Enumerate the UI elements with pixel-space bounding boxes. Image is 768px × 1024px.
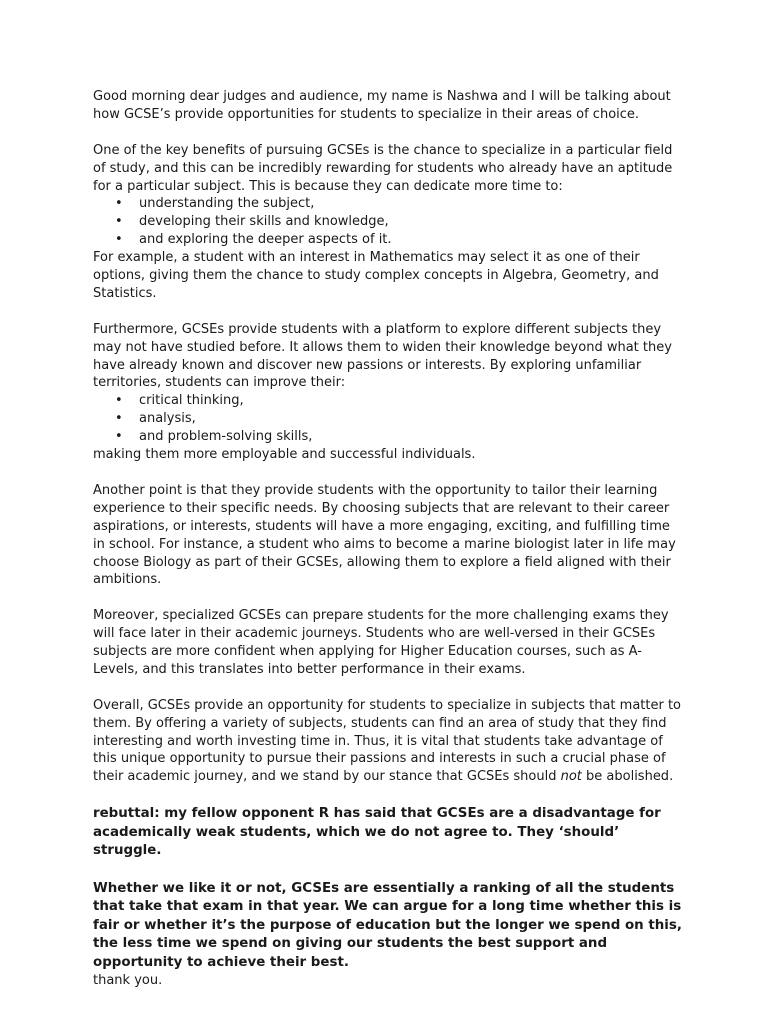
skills-list <box>93 392 683 446</box>
benefits-list <box>93 195 683 249</box>
list-item: • and problem-solving skills, <box>93 428 683 446</box>
emphasis-not: not <box>560 769 582 785</box>
overall-end: be abolished. <box>581 769 674 785</box>
rebuttal-paragraph: rebuttal: my fellow opponent R has said that GCSEs are a disadvantage for academically weak students, which we do not agree to. They ‘should’ struggle. <box>93 806 661 859</box>
list-item: • analysis, <box>93 410 683 428</box>
prepare-paragraph: Moreover, specialized GCSEs can prepare students for the more challenging exams they will face later in their academic journeys. Students who are well-versed in their GCSEs subjects are more confident when applying for Higher Education courses, such as A-Levels, and this translates into better performance in their exams. <box>93 608 669 677</box>
employable-line: making them more employable and successful individuals. <box>93 447 476 463</box>
example-paragraph: For example, a student with an interest in Mathematics may select it as one of their options, giving them the chance to study complex concepts in Algebra, Geometry, and Statistics. <box>93 250 659 301</box>
closing-paragraph: Whether we like it or not, GCSEs are essentially a ranking of all the students that take that exam in that year. We can argue for a long time whether this is fair or whether it’s the purpose of education but the longer we spend on this, the less time we spend on giving our students the best support and opportunity to achieve their best. <box>93 880 682 970</box>
intro-paragraph: Good morning dear judges and audience, my name is Nashwa and I will be talking about how GCSE’s provide opportunities for students to specialize in their areas of choice. <box>93 89 671 122</box>
list-item: • critical thinking, <box>93 392 683 410</box>
thanks-line: thank you. <box>93 973 163 989</box>
list-item: • understanding the subject, <box>93 195 683 213</box>
list-item: • developing their skills and knowledge, <box>93 213 683 231</box>
list-item: • and exploring the deeper aspects of it. <box>93 231 683 249</box>
explore-paragraph: Furthermore, GCSEs provide students with a platform to explore different subjects they may not have studied before. It allows them to widen their knowledge beyond what they have already known and discover new passions or interests. By exploring unfamiliar territories, students can improve their: <box>93 321 672 391</box>
overall-paragraph <box>93 697 683 787</box>
benefits-paragraph: One of the key benefits of pursuing GCSEs is the chance to specialize in a particular field of study, and this can be incredibly rewarding for students who already have an aptitude for a particular subject. This is because they can dedicate more time to: <box>93 142 673 194</box>
document-page <box>93 88 683 990</box>
overall-text: Overall, GCSEs provide an opportunity for students to specialize in subjects that matter to them. By offering a variety of subjects, students can find an area of study that they find interesting and worth investing time in. Thus, it is vital that students take advantage of this unique opportunity to pursue their passions and interests in such a crucial phase of their academic journey, and we stand by our stance that GCSEs should <box>93 697 682 785</box>
tailor-paragraph: Another point is that they provide students with the opportunity to tailor their learning experience to their specific needs. By choosing subjects that are relevant to their career aspirations, or interests, students will have a more engaging, exciting, and fulfilling time in school. For instance, a student who aims to become a marine biologist later in life may choose Biology as part of their GCSEs, allowing them to explore a field aligned with their ambitions. <box>93 482 676 588</box>
